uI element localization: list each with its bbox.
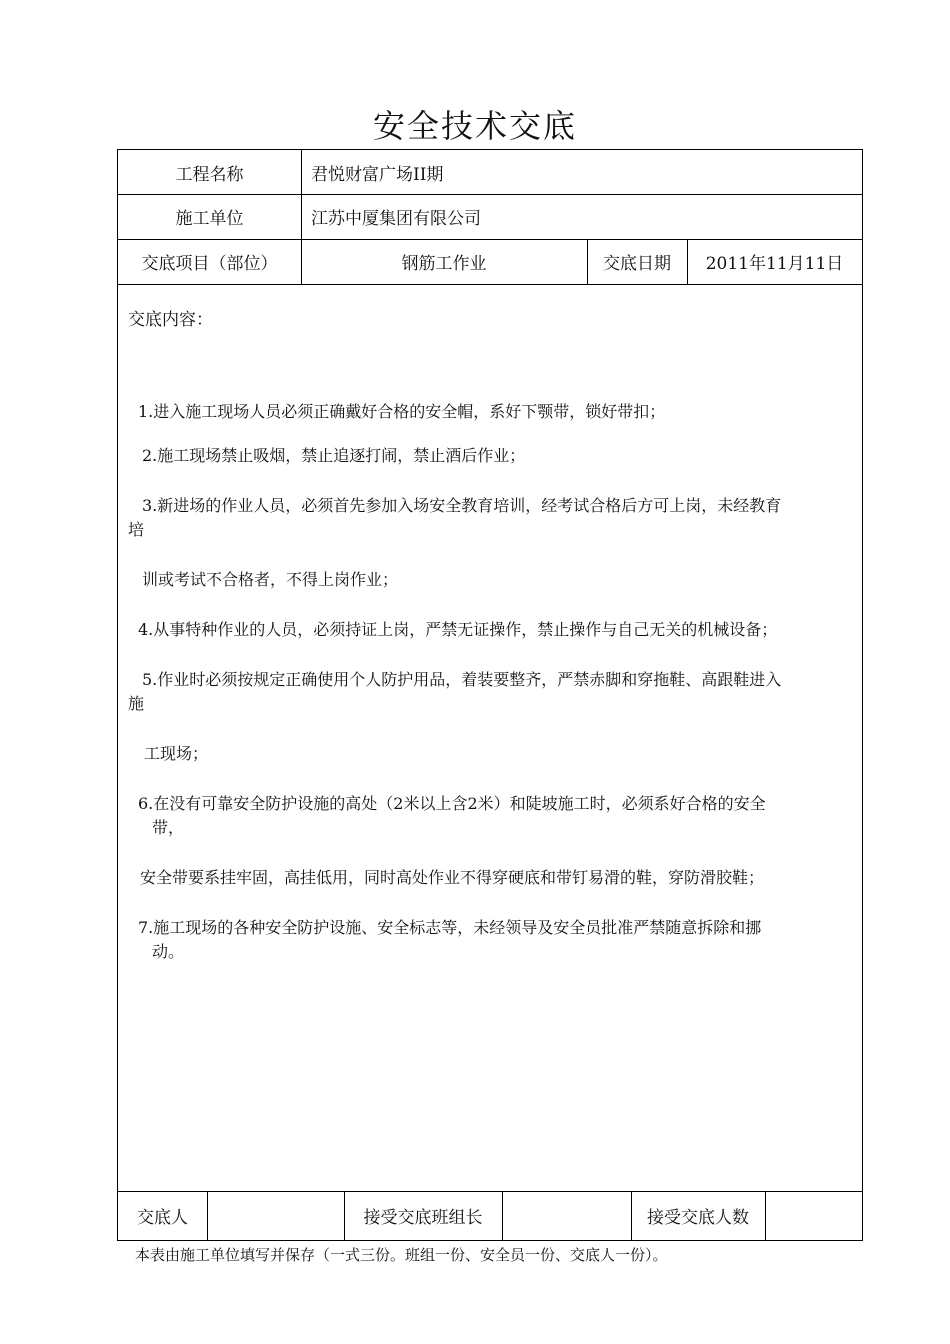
content-line: 安全带要系挂牢固，高挂低用，同时高处作业不得穿硬底和带钉易滑的鞋，穿防滑胶鞋； (140, 868, 765, 887)
content-line: 工现场； (144, 744, 209, 763)
document-title: 安全技术交底 (372, 107, 577, 145)
content-line: 带， (152, 818, 185, 837)
content-line: 6.在没有可靠安全防护设施的高处（2米以上含2米）和陡坡施工时，必须系好合格的安全 (138, 794, 766, 813)
content-label: 交底内容： (128, 310, 213, 330)
footnote: 本表由施工单位填写并保存（一式三份。班组一份、安全员一份、交底人一份）。 (135, 1246, 668, 1264)
content-line: 3.新进场的作业人员，必须首先参加入场安全教育培训，经考试合格后方可上岗，未经教育 (142, 496, 782, 515)
team-leader-label: 接受交底班组长 (363, 1208, 483, 1228)
project-name-value: 君悦财富广场II期 (311, 164, 444, 185)
content-line: 4.从事特种作业的人员，必须持证上岗，严禁无证操作，禁止操作与自己无关的机械设备； (138, 620, 778, 639)
content-line: 5.作业时必须按规定正确使用个人防护用品，着装要整齐，严禁赤脚和穿拖鞋、高跟鞋进入 (142, 670, 782, 689)
content-line: 动。 (152, 942, 185, 961)
disclosure-date-value: 2011年11月11日 (705, 254, 844, 274)
disclosure-item-value: 钢筋工作业 (401, 254, 487, 274)
content-line: 施 (128, 694, 145, 713)
discloser-label: 交底人 (137, 1208, 188, 1228)
disclosure-form (117, 149, 863, 1241)
recipient-count-field[interactable] (765, 1191, 862, 1240)
content-line: 1.进入施工现场人员必须正确戴好合格的安全帽，系好下颚带，锁好带扣； (138, 402, 666, 421)
content-line: 7.施工现场的各种安全防护设施、安全标志等，未经领导及安全员批准严禁随意拆除和挪 (138, 918, 762, 937)
disclosure-date-label: 交底日期 (603, 254, 671, 274)
construction-unit-label: 施工单位 (175, 209, 244, 229)
discloser-field[interactable] (207, 1191, 344, 1240)
project-name-label: 工程名称 (175, 164, 244, 185)
construction-unit-value: 江苏中厦集团有限公司 (311, 209, 481, 229)
content-line: 培 (128, 520, 145, 539)
content-line: 训或考试不合格者，不得上岗作业； (142, 570, 399, 589)
recipient-count-label: 接受交底人数 (647, 1208, 749, 1228)
row-divider (118, 284, 862, 285)
disclosure-item-label: 交底项目（部位） (141, 254, 278, 274)
team-leader-field[interactable] (502, 1191, 631, 1240)
content-line: 2.施工现场禁止吸烟，禁止追逐打闹，禁止酒后作业； (142, 446, 526, 465)
